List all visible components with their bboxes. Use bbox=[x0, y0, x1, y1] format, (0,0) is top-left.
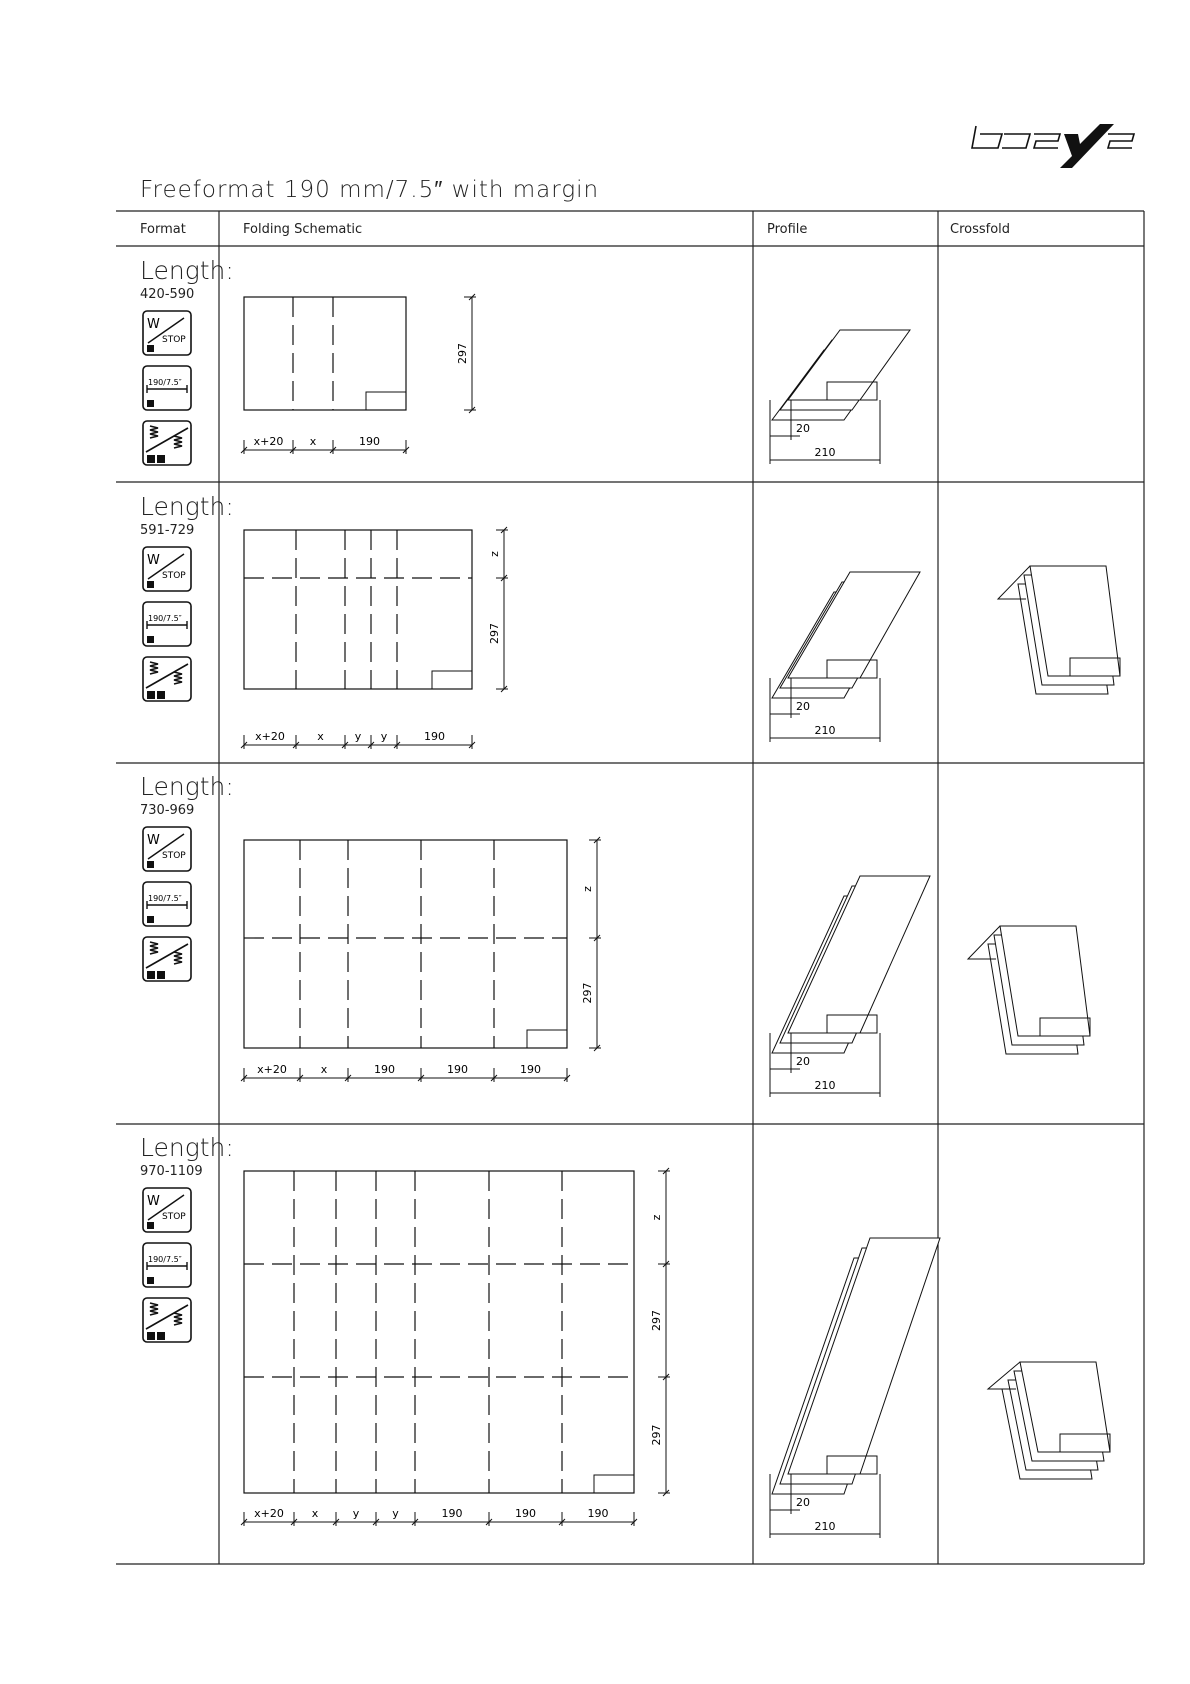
sheet-outline bbox=[244, 840, 567, 1048]
icon-text: STOP bbox=[162, 571, 186, 581]
dimension-label: x+20 bbox=[253, 435, 284, 448]
dimension-label: x bbox=[320, 1063, 328, 1076]
header-format: Format bbox=[140, 222, 186, 237]
icon-text: W bbox=[147, 553, 160, 568]
dimension-label: 190 bbox=[447, 1063, 468, 1076]
profile-dimension-label: 20 bbox=[796, 422, 810, 435]
dimension-label: x bbox=[309, 435, 317, 448]
icon-text: W bbox=[147, 833, 160, 848]
dimension-label: y bbox=[352, 1507, 360, 1520]
profile-dimension-label: 210 bbox=[814, 724, 836, 737]
icon-text: 190/7.5″ bbox=[148, 1255, 182, 1264]
row4-length-label: Length: bbox=[140, 1133, 234, 1162]
dimension-label: 297 bbox=[456, 343, 469, 364]
dimension-label: x+20 bbox=[254, 1507, 284, 1520]
header-crossfold: Crossfold bbox=[950, 222, 1011, 237]
profile-sheet bbox=[788, 572, 920, 678]
row4-range: 970-1109 bbox=[140, 1164, 203, 1179]
dimension-label: 297 bbox=[650, 1310, 663, 1331]
dimension-label: 190 bbox=[520, 1063, 541, 1076]
sheet-outline bbox=[244, 530, 472, 689]
dimension-label: 190 bbox=[359, 435, 380, 448]
row4-schematic bbox=[241, 1168, 670, 1526]
dimension-label: z bbox=[581, 886, 594, 892]
dimension-label: 190 bbox=[424, 730, 445, 743]
row2-range: 591-729 bbox=[140, 523, 195, 538]
dimension-label: 190 bbox=[587, 1507, 609, 1520]
icon-text: 190/7.5″ bbox=[148, 378, 182, 387]
dimension-label: x+20 bbox=[255, 730, 285, 743]
margin-mark bbox=[594, 1475, 634, 1493]
profile-sheet bbox=[788, 876, 930, 1033]
row2-crossfold bbox=[998, 566, 1120, 694]
icon-text: W bbox=[147, 317, 160, 332]
dimension-label: z bbox=[488, 551, 501, 557]
dimension-label: 297 bbox=[488, 623, 501, 644]
profile-dimension-label: 20 bbox=[796, 700, 810, 713]
dimension-label: x+20 bbox=[257, 1063, 287, 1076]
row1-range: 420-590 bbox=[140, 287, 195, 302]
dimension-label: x bbox=[317, 730, 324, 743]
header-profile: Profile bbox=[767, 222, 808, 237]
profile-dimension-label: 210 bbox=[814, 1520, 836, 1533]
row4-profile bbox=[770, 1238, 940, 1538]
icon-text: W bbox=[147, 1194, 160, 1209]
row2-schematic bbox=[241, 527, 508, 749]
row4-crossfold bbox=[988, 1362, 1110, 1479]
row3-range: 730-969 bbox=[140, 803, 195, 818]
dimension-label: y bbox=[380, 730, 388, 743]
row3-crossfold bbox=[968, 926, 1090, 1054]
row3-schematic bbox=[241, 837, 601, 1082]
row3-length-label: Length: bbox=[140, 772, 234, 801]
profile-sheet bbox=[788, 330, 910, 400]
icon-text: STOP bbox=[162, 1212, 186, 1222]
dimension-label: x bbox=[311, 1507, 319, 1520]
icon-text: 190/7.5″ bbox=[148, 614, 182, 623]
row2-profile bbox=[770, 572, 920, 742]
sheet-outline bbox=[244, 297, 406, 410]
icon-text: STOP bbox=[162, 851, 186, 861]
header-folding-schematic: Folding Schematic bbox=[243, 222, 363, 237]
margin-mark bbox=[527, 1030, 567, 1048]
page-title: Freeformat 190 mm/7.5″ with margin bbox=[140, 177, 600, 203]
dimension-label: 190 bbox=[441, 1507, 463, 1520]
dimension-label: z bbox=[650, 1214, 663, 1221]
dimension-label: y bbox=[392, 1507, 399, 1520]
row2-length-label: Length: bbox=[140, 492, 234, 521]
row1-length-label: Length: bbox=[140, 256, 234, 285]
icon-text: 190/7.5″ bbox=[148, 894, 182, 903]
row1-schematic bbox=[241, 294, 476, 454]
margin-mark bbox=[432, 671, 472, 689]
profile-dimension-label: 210 bbox=[814, 1079, 836, 1092]
profile-dimension-label: 210 bbox=[814, 446, 836, 459]
dimension-label: 190 bbox=[515, 1507, 536, 1520]
margin-mark bbox=[366, 392, 406, 410]
dimension-label: 297 bbox=[581, 982, 594, 1004]
profile-dimension-label: 20 bbox=[796, 1496, 810, 1509]
sheet-outline bbox=[244, 1171, 634, 1493]
icon-text: STOP bbox=[162, 335, 186, 345]
row3-profile bbox=[770, 876, 930, 1097]
dimension-label: 297 bbox=[650, 1424, 663, 1446]
dimension-label: 190 bbox=[374, 1063, 395, 1076]
dimension-label: y bbox=[354, 730, 362, 743]
row1-profile bbox=[770, 330, 910, 464]
profile-dimension-label: 20 bbox=[796, 1055, 810, 1068]
profile-sheet bbox=[788, 1238, 940, 1474]
